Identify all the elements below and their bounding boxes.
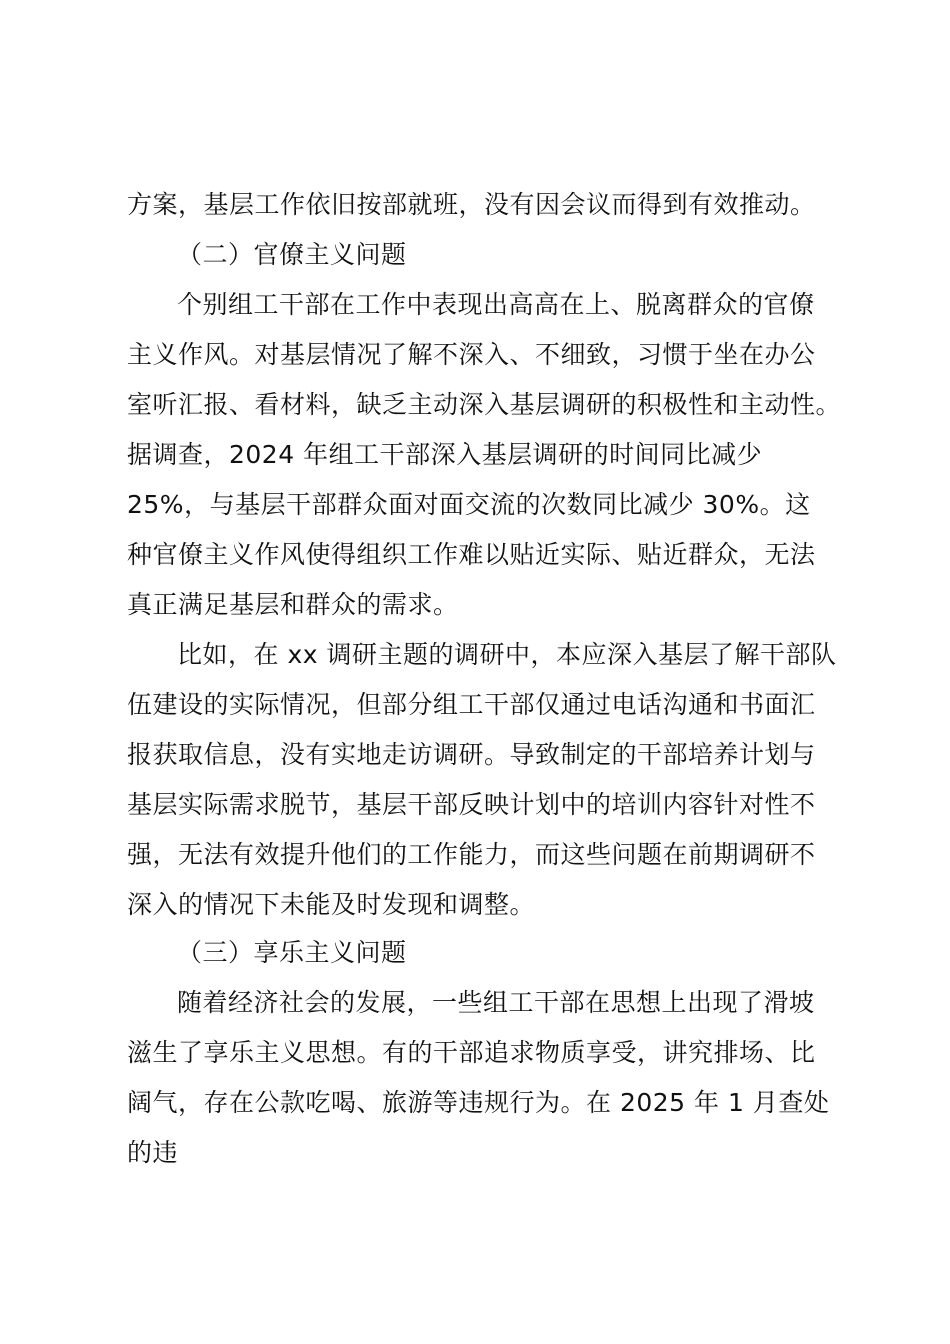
paragraph-line: 深入的情况下未能及时发现和调整。 bbox=[127, 890, 536, 919]
paragraph-line: 据调查，2024 年组工干部深入基层调研的时间同比减少 bbox=[127, 440, 763, 469]
paragraph-line: 个别组工干部在工作中表现出高高在上、脱离群众的官僚 bbox=[177, 290, 815, 319]
paragraph-line: 强，无法有效提升他们的工作能力，而这些问题在前期调研不 bbox=[127, 840, 816, 869]
paragraph-line: 随着经济社会的发展，一些组工干部在思想上出现了滑坡 bbox=[177, 988, 815, 1017]
paragraph-line: 的违 bbox=[127, 1138, 179, 1167]
paragraph-line: 种官僚主义作风使得组织工作难以贴近实际、贴近群众，无法 bbox=[127, 540, 816, 569]
paragraph-line: 比如，在 xx 调研主题的调研中，本应深入基层了解干部队 bbox=[177, 640, 837, 669]
paragraph-line: 基层实际需求脱节，基层干部反映计划中的培训内容针对性不 bbox=[127, 790, 816, 819]
section-heading: （三）享乐主义问题 bbox=[177, 938, 407, 967]
paragraph-line: 25%，与基层干部群众面对面交流的次数同比减少 30%。这 bbox=[127, 490, 811, 519]
paragraph-line: 室听汇报、看材料，缺乏主动深入基层调研的积极性和主动性。 bbox=[127, 390, 842, 419]
paragraph-line: 伍建设的实际情况，但部分组工干部仅通过电话沟通和书面汇 bbox=[127, 690, 816, 719]
paragraph-line: 真正满足基层和群众的需求。 bbox=[127, 590, 459, 619]
paragraph-line: 方案，基层工作依旧按部就班，没有因会议而得到有效推动。 bbox=[127, 190, 816, 219]
paragraph-line: 阔气，存在公款吃喝、旅游等违规行为。在 2025 年 1 月查处 bbox=[127, 1088, 830, 1117]
paragraph-line: 主义作风。对基层情况了解不深入、不细致，习惯于坐在办公 bbox=[127, 340, 816, 369]
paragraph-line: 滋生了享乐主义思想。有的干部追求物质享受，讲究排场、比 bbox=[127, 1038, 816, 1067]
section-heading: （二）官僚主义问题 bbox=[177, 240, 407, 269]
paragraph-line: 报获取信息，没有实地走访调研。导致制定的干部培养计划与 bbox=[127, 740, 816, 769]
